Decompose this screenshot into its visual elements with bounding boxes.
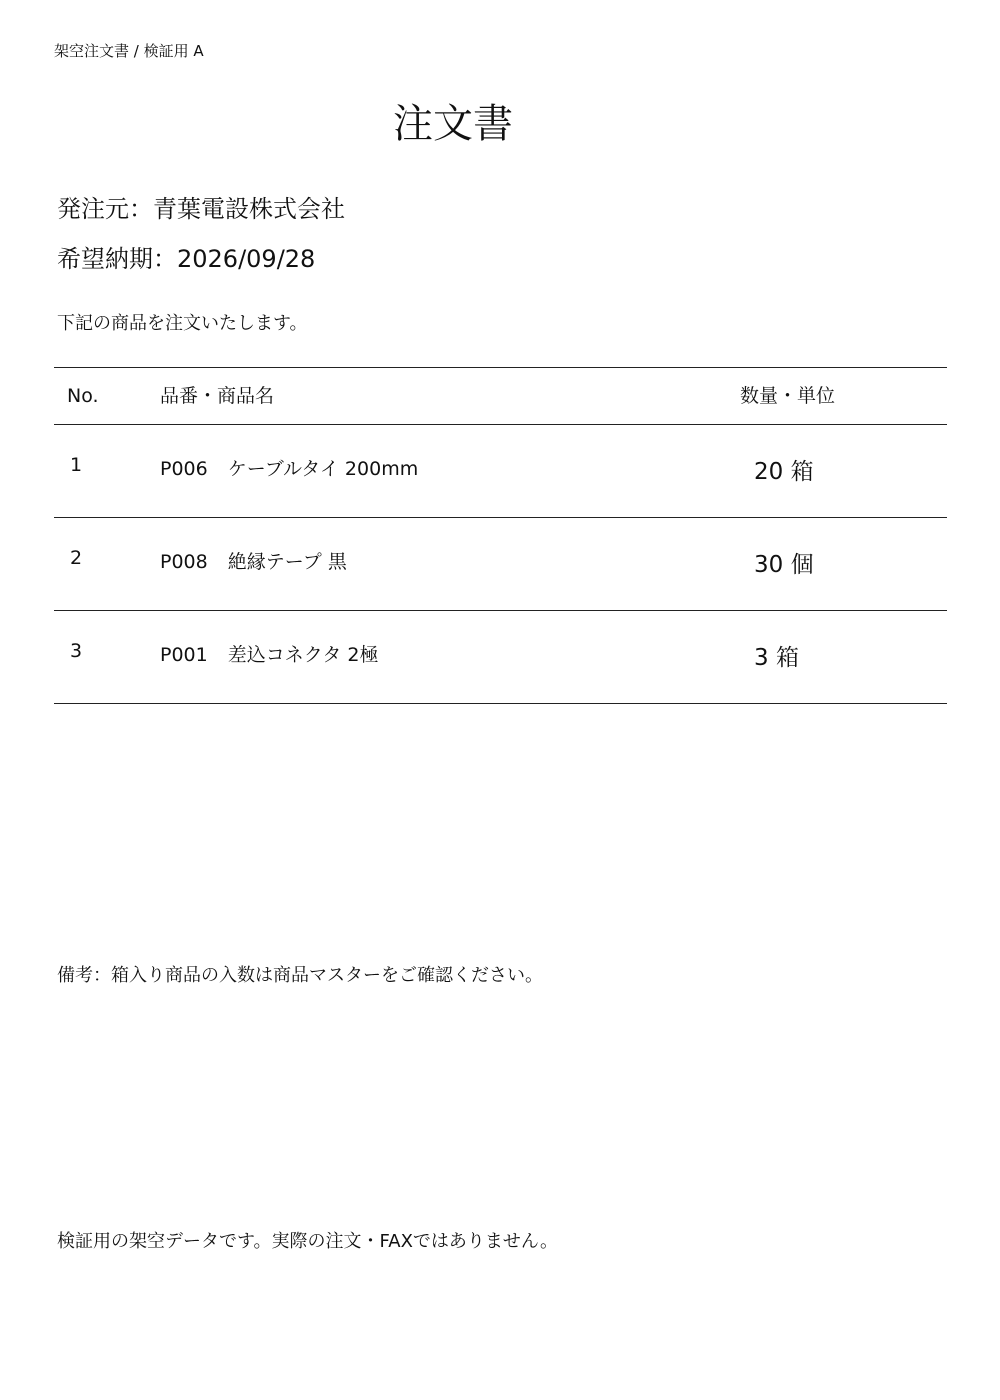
row-no: 2 xyxy=(70,547,83,569)
table-body xyxy=(54,425,947,704)
header-qty: 数量・単位 xyxy=(740,385,836,407)
header-item: 品番・商品名 xyxy=(160,385,275,407)
table-row xyxy=(54,425,947,518)
item-name: 差込コネクタ 2極 xyxy=(227,644,379,666)
row-no: 3 xyxy=(70,640,83,662)
table-row xyxy=(54,518,947,611)
item-code: P006 xyxy=(160,458,208,480)
row-no: 1 xyxy=(70,454,83,476)
order-table xyxy=(54,367,947,704)
row-item xyxy=(160,518,740,611)
header-no: No. xyxy=(67,385,99,407)
orderer-line: 発注元：青葉電設株式会社 xyxy=(57,195,345,223)
document-title: 注文書 xyxy=(393,101,513,147)
row-qty: 3 箱 xyxy=(754,645,799,671)
item-name: ケーブルタイ 200mm xyxy=(227,458,419,480)
row-qty: 20 箱 xyxy=(754,459,814,485)
remarks-text: 備考：箱入り商品の入数は商品マスターをご確認ください。 xyxy=(57,965,543,986)
table-row xyxy=(54,611,947,704)
item-name: 絶縁テープ 黒 xyxy=(227,551,347,573)
table-header xyxy=(54,368,947,425)
row-qty: 30 個 xyxy=(754,552,814,578)
row-item xyxy=(160,425,740,518)
footer-note: 検証用の架空データです。実際の注文・FAXではありません。 xyxy=(57,1231,558,1252)
delivery-date-line: 希望納期：2026/09/28 xyxy=(57,245,316,273)
item-code: P008 xyxy=(160,551,208,573)
intro-text: 下記の商品を注文いたします。 xyxy=(57,313,308,334)
document-label: 架空注文書 / 検証用 A xyxy=(54,42,204,60)
item-code: P001 xyxy=(160,644,208,666)
table-header-row xyxy=(54,368,947,425)
row-item xyxy=(160,611,740,704)
